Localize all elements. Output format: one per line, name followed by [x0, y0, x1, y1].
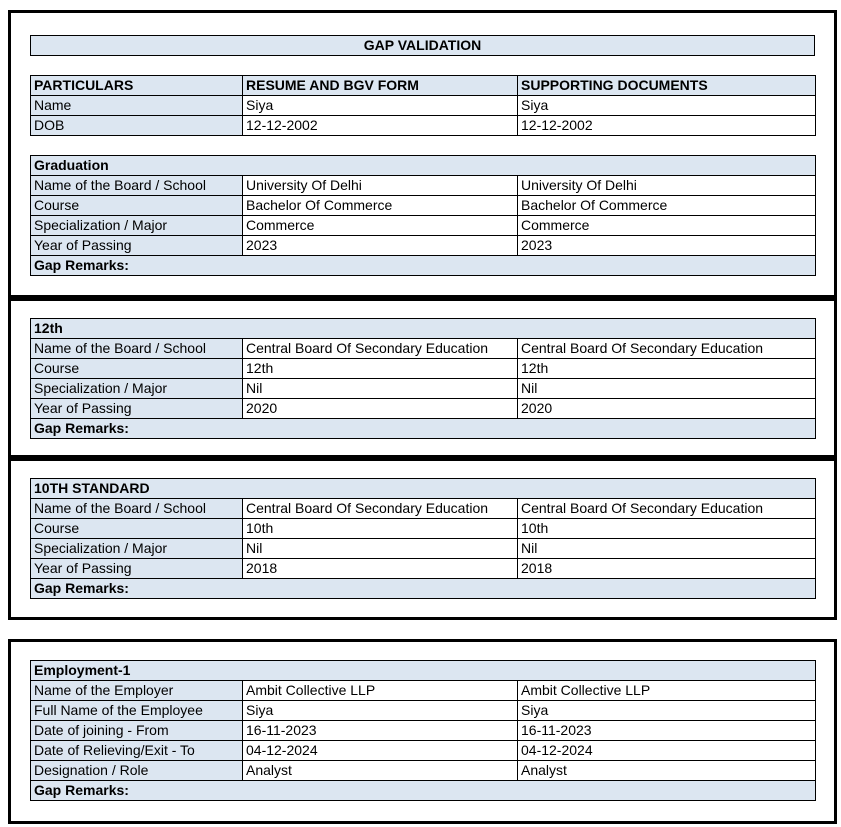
resume-value-cell: Nil — [243, 379, 518, 399]
table-row — [31, 559, 816, 579]
row-label-cell: Name of the Employer — [31, 681, 243, 701]
graduation-table — [30, 155, 816, 276]
employment-table — [30, 660, 816, 801]
supporting-value-cell: Siya — [518, 701, 816, 721]
table-row — [31, 681, 816, 701]
section-heading: Graduation — [31, 156, 816, 176]
row-label-cell: Year of Passing — [31, 399, 243, 419]
row-label-cell: Year of Passing — [31, 559, 243, 579]
table-row — [31, 721, 816, 741]
section-heading-row — [31, 661, 816, 681]
section-box-personal-graduation — [8, 10, 837, 298]
resume-value-cell: 2023 — [243, 236, 518, 256]
row-label-cell: Name of the Board / School — [31, 176, 243, 196]
resume-value-cell: 04-12-2024 — [243, 741, 518, 761]
supporting-value-cell: 12th — [518, 359, 816, 379]
table-row — [31, 701, 816, 721]
resume-value-cell: Siya — [243, 96, 518, 116]
table-row — [31, 539, 816, 559]
supporting-value-cell: Central Board Of Secondary Education — [518, 499, 816, 519]
table-row — [31, 359, 816, 379]
table-header-row — [31, 76, 816, 96]
twelfth-table — [30, 318, 816, 439]
resume-value-cell: 2018 — [243, 559, 518, 579]
section-box-employment — [8, 639, 837, 824]
table-row — [31, 399, 816, 419]
row-label-cell: Course — [31, 359, 243, 379]
resume-value-cell: Central Board Of Secondary Education — [243, 339, 518, 359]
supporting-value-cell: Nil — [518, 539, 816, 559]
gap-remarks-cell: Gap Remarks: — [31, 781, 816, 801]
row-label-cell: Name of the Board / School — [31, 339, 243, 359]
resume-value-cell: Central Board Of Secondary Education — [243, 499, 518, 519]
section-box-10th — [8, 458, 837, 620]
section-heading: 12th — [31, 319, 816, 339]
row-label-cell: Specialization / Major — [31, 539, 243, 559]
row-label-cell: Date of joining - From — [31, 721, 243, 741]
resume-value-cell: Nil — [243, 539, 518, 559]
column-header-supporting-docs: SUPPORTING DOCUMENTS — [518, 76, 816, 96]
resume-value-cell: Commerce — [243, 216, 518, 236]
gap-remarks-row — [31, 419, 816, 439]
row-label-cell: Specialization / Major — [31, 216, 243, 236]
gap-remarks-cell: Gap Remarks: — [31, 579, 816, 599]
section-box-12th — [8, 298, 837, 458]
resume-value-cell: 10th — [243, 519, 518, 539]
resume-value-cell: Analyst — [243, 761, 518, 781]
resume-value-cell: Ambit Collective LLP — [243, 681, 518, 701]
gap-remarks-cell: Gap Remarks: — [31, 256, 816, 276]
supporting-value-cell: 2023 — [518, 236, 816, 256]
supporting-value-cell: Nil — [518, 379, 816, 399]
row-label-cell: Designation / Role — [31, 761, 243, 781]
section-heading-row — [31, 156, 816, 176]
column-header-resume-bgv: RESUME AND BGV FORM — [243, 76, 518, 96]
row-label-cell: Year of Passing — [31, 236, 243, 256]
section-heading: Employment-1 — [31, 661, 816, 681]
table-row — [31, 96, 816, 116]
table-row — [31, 519, 816, 539]
supporting-value-cell: University Of Delhi — [518, 176, 816, 196]
table-row — [31, 761, 816, 781]
table-row — [31, 339, 816, 359]
supporting-value-cell: 16-11-2023 — [518, 721, 816, 741]
table-row — [31, 216, 816, 236]
supporting-value-cell: 10th — [518, 519, 816, 539]
gap-remarks-row — [31, 256, 816, 276]
column-header-particulars: PARTICULARS — [31, 76, 243, 96]
supporting-value-cell: Siya — [518, 96, 816, 116]
supporting-value-cell: 04-12-2024 — [518, 741, 816, 761]
resume-value-cell: 16-11-2023 — [243, 721, 518, 741]
tenth-table — [30, 478, 816, 599]
section-heading-row — [31, 319, 816, 339]
table-row — [31, 116, 816, 136]
particulars-table — [30, 75, 816, 136]
supporting-value-cell: 2018 — [518, 559, 816, 579]
table-row — [31, 196, 816, 216]
gap-remarks-cell: Gap Remarks: — [31, 419, 816, 439]
resume-value-cell: 12-12-2002 — [243, 116, 518, 136]
table-row — [31, 499, 816, 519]
supporting-value-cell: Bachelor Of Commerce — [518, 196, 816, 216]
gap-remarks-row — [31, 781, 816, 801]
supporting-value-cell: Commerce — [518, 216, 816, 236]
row-label-cell: Name of the Board / School — [31, 499, 243, 519]
section-heading: 10TH STANDARD — [31, 479, 816, 499]
supporting-value-cell: Central Board Of Secondary Education — [518, 339, 816, 359]
table-row — [31, 741, 816, 761]
table-row — [31, 236, 816, 256]
row-label-cell: Name — [31, 96, 243, 116]
supporting-value-cell: 12-12-2002 — [518, 116, 816, 136]
resume-value-cell: Bachelor Of Commerce — [243, 196, 518, 216]
resume-value-cell: 2020 — [243, 399, 518, 419]
supporting-value-cell: Ambit Collective LLP — [518, 681, 816, 701]
row-label-cell: Specialization / Major — [31, 379, 243, 399]
page-title: GAP VALIDATION — [30, 35, 815, 56]
row-label-cell: DOB — [31, 116, 243, 136]
table-row — [31, 176, 816, 196]
row-label-cell: Date of Relieving/Exit - To — [31, 741, 243, 761]
row-label-cell: Full Name of the Employee — [31, 701, 243, 721]
supporting-value-cell: Analyst — [518, 761, 816, 781]
supporting-value-cell: 2020 — [518, 399, 816, 419]
resume-value-cell: 12th — [243, 359, 518, 379]
gap-remarks-row — [31, 579, 816, 599]
table-row — [31, 379, 816, 399]
resume-value-cell: Siya — [243, 701, 518, 721]
resume-value-cell: University Of Delhi — [243, 176, 518, 196]
row-label-cell: Course — [31, 519, 243, 539]
section-heading-row — [31, 479, 816, 499]
row-label-cell: Course — [31, 196, 243, 216]
